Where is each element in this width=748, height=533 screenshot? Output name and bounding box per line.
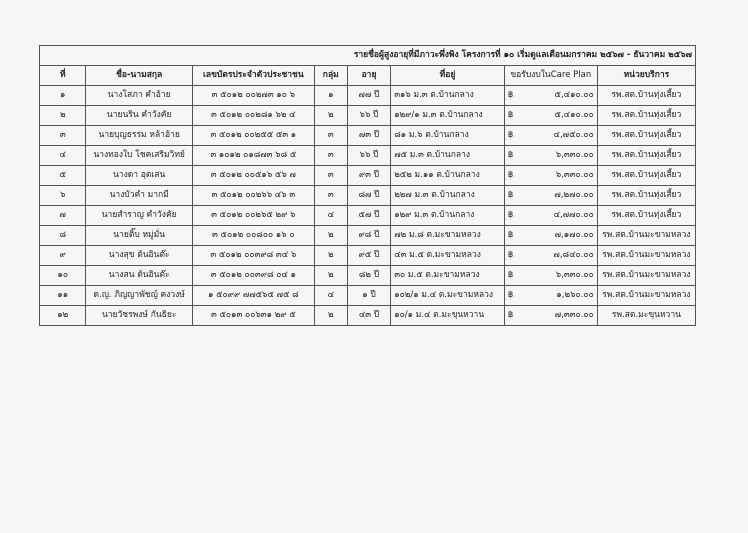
row-citizen-id: ๓ ๕๐๑๒ ๐๐๓๙๘ ๓๔ ๖ — [192, 246, 314, 266]
row-address: ๘๑ ม.๖ ต.บ้านกลาง — [391, 126, 505, 146]
currency-symbol: ฿ — [507, 150, 514, 160]
row-number: ๑๒ — [40, 306, 86, 326]
row-number: ๑ — [40, 86, 86, 106]
row-address: ๑๐/๑ ม.๔ ต.มะขุนหวาน — [391, 306, 505, 326]
row-service-unit: รพ.สต.บ้านทุ่งเสี้ยว — [597, 86, 695, 106]
currency-symbol: ฿ — [507, 210, 514, 220]
row-group: ๒ — [314, 246, 347, 266]
table-row — [40, 226, 696, 246]
table-row — [40, 106, 696, 126]
table-row — [40, 246, 696, 266]
table-row — [40, 166, 696, 186]
currency-symbol: ฿ — [507, 110, 514, 120]
currency-symbol: ฿ — [507, 130, 514, 140]
row-group: ๒ — [314, 306, 347, 326]
row-citizen-id: ๓ ๕๐๑๒ ๐๐๘๐๐ ๑๖ ๐ — [192, 226, 314, 246]
row-group: ๓ — [314, 126, 347, 146]
row-number: ๖ — [40, 186, 86, 206]
row-name: นายวัชรพงษ์ กันธิยะ — [86, 306, 192, 326]
amount-value: ๑,๒๖๐.๐๐ — [556, 290, 594, 300]
row-service-unit: รพ.สต.บ้านทุ่งเสี้ยว — [597, 126, 695, 146]
row-care-plan-amount — [504, 106, 597, 126]
row-name: นางสุข ต้นอินต๊ะ — [86, 246, 192, 266]
table-row — [40, 86, 696, 106]
amount-value: ๖,๓๓๐.๐๐ — [555, 170, 594, 180]
row-citizen-id: ๓ ๕๐๑๒ ๐๐๓๙๘ ๐๔ ๑ — [192, 266, 314, 286]
row-name: นายบุญธรรม หล้าอ้าย — [86, 126, 192, 146]
row-address: ๑๒๙/๑ ม.๓ ต.บ้านกลาง — [391, 106, 505, 126]
row-citizen-id: ๓ ๕๐๑๒ ๐๐๒๕๕ ๕๓ ๑ — [192, 126, 314, 146]
table-row — [40, 206, 696, 226]
row-age: ๑ ปี — [347, 286, 390, 306]
row-age: ๙๘ ปี — [347, 226, 390, 246]
currency-symbol: ฿ — [507, 290, 514, 300]
amount-value: ๔,๗๗๐.๐๐ — [553, 210, 594, 220]
row-group: ๔ — [314, 206, 347, 226]
table-row — [40, 306, 696, 326]
header-name: ชื่อ-นามสกุล — [86, 66, 192, 86]
row-care-plan-amount — [504, 306, 597, 326]
row-name: นายนริน คำวังคัย — [86, 106, 192, 126]
row-citizen-id: ๑ ๕๐๙๙ ๗๗๕๖๕ ๗๕ ๘ — [192, 286, 314, 306]
row-number: ๑๑ — [40, 286, 86, 306]
row-group: ๓ — [314, 186, 347, 206]
row-service-unit: รพ.สต.บ้านมะขามหลวง — [597, 266, 695, 286]
table-body — [40, 86, 696, 326]
row-number: ๓ — [40, 126, 86, 146]
row-care-plan-amount — [504, 146, 597, 166]
row-number: ๒ — [40, 106, 86, 126]
header-group: กลุ่ม — [314, 66, 347, 86]
row-address: ๒๕๒ ม.๑๑ ต.บ้านกลาง — [391, 166, 505, 186]
row-address: ๗๕ ม.๓ ต.บ้านกลาง — [391, 146, 505, 166]
row-address: ๑๐๒/๑ ม.๔ ต.มะขามหลวง — [391, 286, 505, 306]
row-address: ๒๒๗ ม.๓ ต.บ้านกลาง — [391, 186, 505, 206]
row-citizen-id: ๓ ๕๐๑๓ ๐๐๖๓๑ ๒๙ ๕ — [192, 306, 314, 326]
row-number: ๕ — [40, 166, 86, 186]
row-service-unit: รพ.สต.บ้านทุ่งเสี้ยว — [597, 206, 695, 226]
amount-value: ๗,๘๔๐.๐๐ — [553, 250, 594, 260]
currency-symbol: ฿ — [507, 310, 514, 320]
row-name: นางบัวคำ มากมี — [86, 186, 192, 206]
row-group: ๑ — [314, 86, 347, 106]
row-group: ๔ — [314, 286, 347, 306]
amount-value: ๕,๔๑๐.๐๐ — [554, 90, 594, 100]
row-name: นางดา อุตเสน — [86, 166, 192, 186]
row-age: ๔๓ ปี — [347, 306, 390, 326]
row-age: ๙๕ ปี — [347, 246, 390, 266]
row-address: ๓๑๖ ม.๓ ต.บ้านกลาง — [391, 86, 505, 106]
row-name: ด.ญ. ภิญญาพัชญ์ คงวงษ์ — [86, 286, 192, 306]
row-number: ๑๐ — [40, 266, 86, 286]
table-title: รายชื่อผู้สูงอายุที่มีภาวะพึ่งพิง โครงการที่ ๑๐ เริ่มดูแลเดือนมกราคม ๒๕๖๗ - ธันวาคม ๒๕๖๗ — [40, 46, 696, 66]
currency-symbol: ฿ — [507, 230, 514, 240]
row-care-plan-amount — [504, 246, 597, 266]
row-address: ๔๓ ม.๕ ต.มะขามหลวง — [391, 246, 505, 266]
currency-symbol: ฿ — [507, 170, 514, 180]
currency-symbol: ฿ — [507, 190, 514, 200]
header-row — [40, 66, 696, 86]
row-care-plan-amount — [504, 126, 597, 146]
row-service-unit: รพ.สต.บ้านมะขามหลวง — [597, 286, 695, 306]
header-no: ที่ — [40, 66, 86, 86]
row-number: ๘ — [40, 226, 86, 246]
row-group: ๒ — [314, 266, 347, 286]
row-service-unit: รพ.สต.บ้านทุ่งเสี้ยว — [597, 186, 695, 206]
amount-value: ๖,๓๓๐.๐๐ — [555, 150, 594, 160]
table-row — [40, 186, 696, 206]
row-service-unit: รพ.สต.บ้านทุ่งเสี้ยว — [597, 146, 695, 166]
row-service-unit: รพ.สต.บ้านมะขามหลวง — [597, 226, 695, 246]
currency-symbol: ฿ — [507, 90, 514, 100]
row-care-plan-amount — [504, 206, 597, 226]
row-address: ๓๐ ม.๕ ต.มะขามหลวง — [391, 266, 505, 286]
row-age: ๗๗ ปี — [347, 86, 390, 106]
row-care-plan-amount — [504, 226, 597, 246]
title-row — [40, 46, 696, 66]
row-group: ๒ — [314, 106, 347, 126]
row-name: นางโสภา คำอ้าย — [86, 86, 192, 106]
header-care-plan: ขอรับงบในCare Plan — [504, 66, 597, 86]
row-age: ๖๖ ปี — [347, 106, 390, 126]
row-name: นายติ๊บ หมู่มั่น — [86, 226, 192, 246]
row-address: ๗๒ ม.๘ ต.มะขามหลวง — [391, 226, 505, 246]
row-citizen-id: ๓ ๕๐๑๒ ๐๐๒๖๕ ๒๙ ๖ — [192, 206, 314, 226]
amount-value: ๗,๑๗๐.๐๐ — [554, 230, 594, 240]
table-row — [40, 146, 696, 166]
currency-symbol: ฿ — [507, 250, 514, 260]
row-name: นางทองใบ โชคเสริมวิทย์ — [86, 146, 192, 166]
row-name: นางสน ต้นอินต๊ะ — [86, 266, 192, 286]
row-age: ๙๓ ปี — [347, 166, 390, 186]
table-row — [40, 126, 696, 146]
row-care-plan-amount — [504, 286, 597, 306]
amount-value: ๗,๒๗๐.๐๐ — [554, 190, 594, 200]
row-age: ๘๗ ปี — [347, 186, 390, 206]
row-name: นายสำราญ คำวังคัย — [86, 206, 192, 226]
header-age: อายุ — [347, 66, 390, 86]
row-care-plan-amount — [504, 266, 597, 286]
row-group: ๓ — [314, 166, 347, 186]
amount-value: ๔,๗๕๐.๐๐ — [553, 130, 594, 140]
header-unit: หน่วยบริการ — [597, 66, 695, 86]
row-service-unit: รพ.สต.บ้านมะขามหลวง — [597, 246, 695, 266]
row-age: ๕๗ ปี — [347, 206, 390, 226]
table-row — [40, 286, 696, 306]
header-address: ที่อยู่ — [391, 66, 505, 86]
row-care-plan-amount — [504, 86, 597, 106]
row-citizen-id: ๓ ๕๐๑๒ ๐๐๒๖๖ ๔๖ ๓ — [192, 186, 314, 206]
row-citizen-id: ๓ ๕๐๑๒ ๐๐๒๘๑ ๖๒ ๔ — [192, 106, 314, 126]
row-group: ๒ — [314, 226, 347, 246]
table-row — [40, 266, 696, 286]
amount-value: ๗,๓๓๐.๐๐ — [554, 310, 594, 320]
header-id: เลขบัตรประจำตัวประชาชน — [192, 66, 314, 86]
row-group: ๓ — [314, 146, 347, 166]
row-service-unit: รพ.สต.บ้านทุ่งเสี้ยว — [597, 166, 695, 186]
row-service-unit: รพ.สต.บ้านทุ่งเสี้ยว — [597, 106, 695, 126]
row-address: ๑๒๙ ม.๓ ต.บ้านกลาง — [391, 206, 505, 226]
row-care-plan-amount — [504, 166, 597, 186]
row-citizen-id: ๓ ๕๐๑๒ ๐๐๒๗๓ ๑๐ ๖ — [192, 86, 314, 106]
row-number: ๔ — [40, 146, 86, 166]
row-number: ๙ — [40, 246, 86, 266]
row-age: ๗๓ ปี — [347, 126, 390, 146]
row-age: ๘๒ ปี — [347, 266, 390, 286]
currency-symbol: ฿ — [507, 270, 514, 280]
row-citizen-id: ๓ ๑๐๑๒ ๐๑๘๗๓ ๖๘ ๕ — [192, 146, 314, 166]
amount-value: ๖,๓๓๐.๐๐ — [555, 270, 594, 280]
amount-value: ๕,๔๑๐.๐๐ — [554, 110, 594, 120]
row-care-plan-amount — [504, 186, 597, 206]
row-age: ๖๖ ปี — [347, 146, 390, 166]
row-citizen-id: ๓ ๕๐๑๒ ๐๐๕๑๖ ๕๖ ๗ — [192, 166, 314, 186]
row-number: ๗ — [40, 206, 86, 226]
elderly-list-table — [39, 45, 696, 326]
row-service-unit: รพ.สต.มะขุนหวาน — [597, 306, 695, 326]
